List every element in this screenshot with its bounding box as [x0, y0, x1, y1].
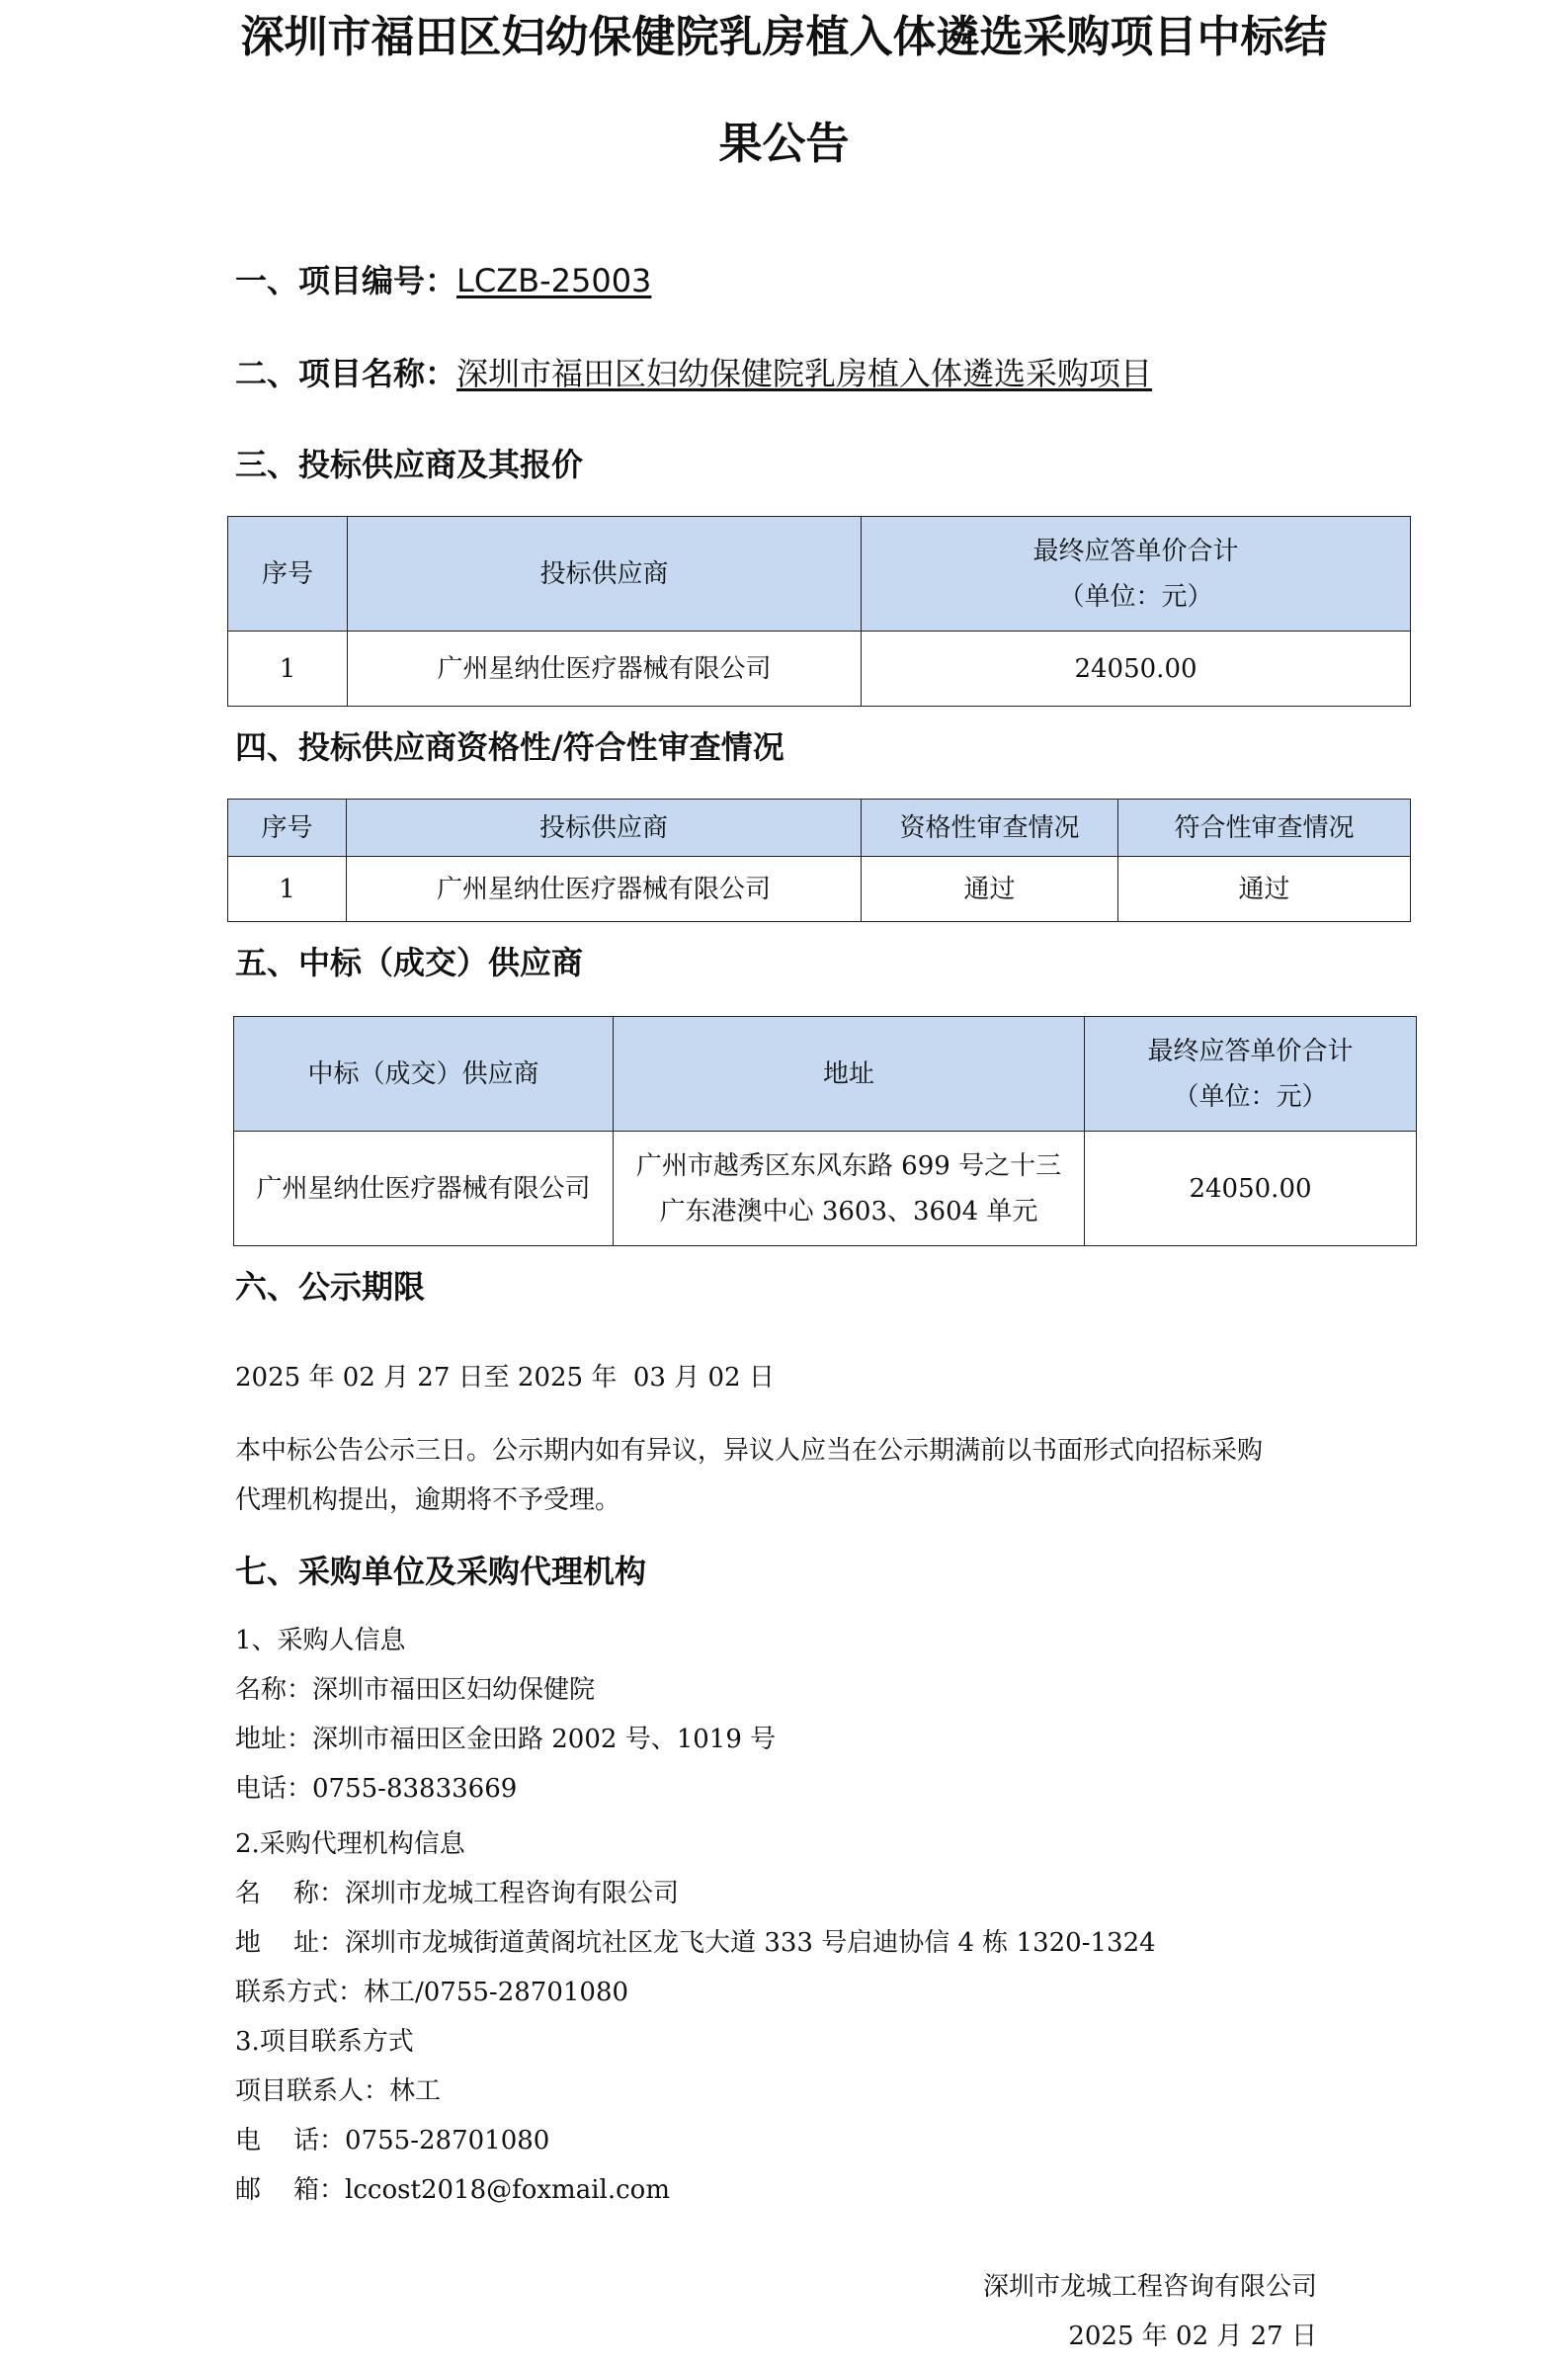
section4-heading: 四、投标供应商资格性/符合性审查情况	[235, 728, 784, 766]
footer-company: 深圳市龙城工程咨询有限公司	[982, 2272, 1317, 2302]
header-compliance: 符合性审查情况	[1118, 800, 1411, 857]
header-price	[862, 517, 1411, 632]
cell-index: 1	[228, 857, 347, 922]
project-number-label: 一、项目编号：	[235, 262, 457, 299]
notice-line1: 本中标公告公示三日。公示期内如有异议，异议人应当在公示期满前以书面形式向招标采购	[235, 1436, 1264, 1466]
header-qualification: 资格性审查情况	[862, 800, 1118, 857]
agency-name: 名 称：深圳市龙城工程咨询有限公司	[235, 1879, 680, 1908]
section3-heading: 三、投标供应商及其报价	[235, 446, 584, 483]
document-title-line1: 深圳市福田区妇幼保健院乳房植入体遴选采购项目中标结	[240, 12, 1328, 62]
bidders-table	[227, 516, 1411, 707]
project-contact-title: 3.项目联系方式	[235, 2027, 414, 2057]
header-supplier: 投标供应商	[348, 517, 862, 632]
header-price-line2: （单位：元）	[1173, 1081, 1328, 1112]
project-number-heading	[235, 259, 651, 302]
cell-index: 1	[228, 632, 348, 707]
cell-price: 24050.00	[1085, 1132, 1417, 1246]
cell-winner: 广州星纳仕医疗器械有限公司	[234, 1132, 614, 1246]
section6-heading: 六、公示期限	[235, 1268, 426, 1306]
document-title-line2: 果公告	[718, 119, 850, 169]
publicity-period: 2025 年 02 月 27 日至 2025 年 03 月 02 日	[235, 1363, 775, 1393]
project-name-value: 深圳市福田区妇幼保健院乳房植入体遴选采购项目	[456, 355, 1153, 392]
project-number-value: LCZB-25003	[456, 262, 652, 299]
cell-address-line2: 广东港澳中心 3603、3604 单元	[659, 1196, 1038, 1226]
agency-contact: 联系方式：林工/0755-28701080	[235, 1978, 629, 2007]
project-contact-person: 项目联系人：林工	[235, 2076, 442, 2106]
table-row	[228, 632, 1411, 707]
purchaser-title: 1、采购人信息	[235, 1626, 406, 1655]
review-table	[227, 799, 1411, 922]
project-contact-email: 邮 箱：lccost2018@foxmail.com	[235, 2175, 670, 2205]
purchaser-address: 地址：深圳市福田区金田路 2002 号、1019 号	[235, 1725, 777, 1754]
header-supplier: 投标供应商	[347, 800, 862, 857]
project-contact-phone: 电 话：0755-28701080	[235, 2126, 550, 2155]
winner-table	[233, 1016, 1417, 1246]
section5-heading: 五、中标（成交）供应商	[235, 944, 584, 981]
table-row	[228, 857, 1411, 922]
table-header-row	[228, 800, 1411, 857]
section7-heading: 七、采购单位及采购代理机构	[235, 1553, 647, 1590]
header-price-line1: 最终应答单价合计	[1032, 536, 1239, 566]
notice-line2: 代理机构提出，逾期将不予受理。	[235, 1485, 621, 1515]
cell-qualification: 通过	[862, 857, 1118, 922]
agency-address: 地 址：深圳市龙城街道黄阁坑社区龙飞大道 333 号启迪协信 4 栋 1320-1324	[235, 1928, 1156, 1958]
header-address: 地址	[614, 1017, 1085, 1132]
header-index: 序号	[228, 517, 348, 632]
agency-title: 2.采购代理机构信息	[235, 1829, 465, 1859]
cell-compliance: 通过	[1118, 857, 1411, 922]
purchaser-phone: 电话：0755-83833669	[235, 1774, 518, 1804]
header-winner: 中标（成交）供应商	[234, 1017, 614, 1132]
cell-address-line1: 广州市越秀区东风东路 699 号之十三	[635, 1150, 1062, 1181]
cell-supplier: 广州星纳仕医疗器械有限公司	[348, 632, 862, 707]
table-header-row	[234, 1017, 1417, 1132]
header-price-line1: 最终应答单价合计	[1147, 1036, 1354, 1066]
project-name-heading	[235, 352, 1152, 395]
table-header-row	[228, 517, 1411, 632]
header-price-line2: （单位：元）	[1058, 581, 1213, 612]
table-row	[234, 1132, 1417, 1246]
header-price	[1085, 1017, 1417, 1132]
header-index: 序号	[228, 800, 347, 857]
footer-date: 2025 年 02 月 27 日	[1068, 2322, 1317, 2351]
project-name-label: 二、项目名称：	[235, 355, 457, 392]
cell-price: 24050.00	[862, 632, 1411, 707]
cell-supplier: 广州星纳仕医疗器械有限公司	[347, 857, 862, 922]
cell-address	[614, 1132, 1085, 1246]
purchaser-name: 名称：深圳市福田区妇幼保健院	[235, 1675, 596, 1705]
